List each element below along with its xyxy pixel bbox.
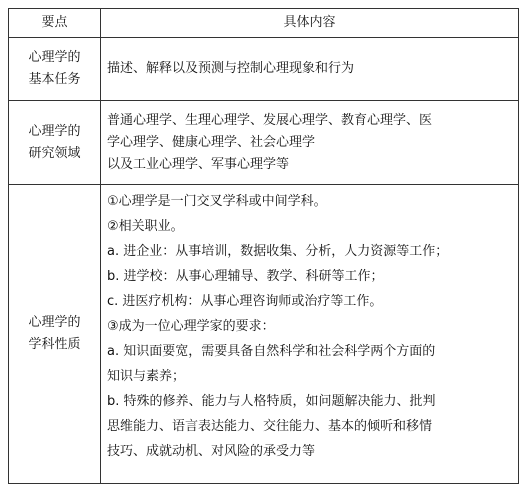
row-content-line: 描述、解释以及预测与控制心理现象和行为	[107, 61, 355, 76]
table-row	[9, 37, 518, 100]
row-label-line: 学科性质	[28, 337, 81, 352]
table-header-row	[9, 9, 518, 37]
header-details-label: 具体内容	[283, 15, 336, 30]
row-content-line: ③成为一位心理学家的要求：	[107, 319, 275, 334]
row-content-line: 普通心理学、生理心理学、发展心理学、教育心理学、医	[107, 112, 433, 128]
row-content-line: 思维能力、语言表达能力、交往能力、基本的倾听和移情	[107, 419, 433, 434]
row-label-cell	[9, 101, 101, 184]
row-content-line: ②相关职业。	[107, 219, 184, 234]
row-content-cell	[101, 38, 518, 100]
row-content-line: 以及工业心理学、军事心理学等	[107, 156, 290, 172]
row-content-line: a. 知识面要宽，需要具备自然科学和社会科学两个方面的	[107, 344, 436, 359]
header-cell-key-points	[9, 9, 101, 37]
content-table	[8, 8, 519, 484]
row-content-line: b. 进学校：从事心理辅导、教学、科研等工作；	[107, 269, 384, 284]
row-label-line: 心理学的	[28, 50, 81, 65]
row-content-line: b. 特殊的修养、能力与人格特质，如问题解决能力、批判	[107, 394, 436, 409]
row-label-line: 心理学的	[28, 123, 81, 139]
row-label-line: 研究领域	[28, 145, 81, 161]
row-content-line: a. 进企业：从事培训，数据收集、分析，人力资源等工作；	[107, 244, 449, 259]
header-cell-details	[101, 9, 518, 37]
row-content-line: 技巧、成就动机、对风险的承受力等	[107, 444, 316, 459]
row-content-cell	[101, 101, 518, 184]
row-content-cell	[101, 185, 518, 483]
row-label-cell	[9, 38, 101, 100]
row-label-line: 心理学的	[28, 315, 81, 330]
row-content-line: ①心理学是一门交叉学科或中间学科。	[107, 194, 327, 209]
row-label-cell	[9, 185, 101, 483]
row-content-line: c. 进医疗机构：从事心理咨询师或治疗等工作。	[107, 294, 383, 309]
row-label-line: 基本任务	[28, 72, 81, 87]
table-row	[9, 184, 518, 483]
table-row	[9, 100, 518, 184]
header-key-points-label: 要点	[41, 15, 68, 30]
row-content-line: 知识与素养；	[107, 369, 186, 384]
row-content-line: 学心理学、健康心理学、社会心理学	[107, 134, 316, 150]
